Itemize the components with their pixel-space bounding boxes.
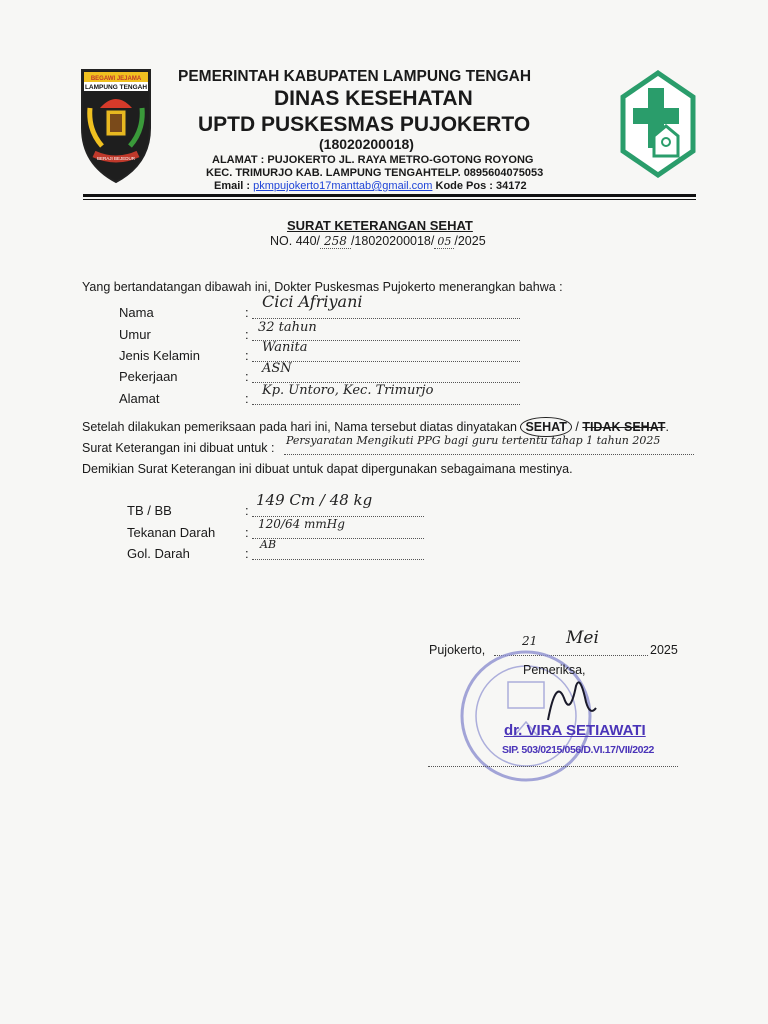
number-suffix: /2025 — [454, 234, 486, 248]
vital-colon: : — [245, 525, 249, 540]
field-colon: : — [245, 369, 249, 384]
intro-text: Yang bertandatangan dibawah ini, Dokter Puskesmas Pujokerto menerangkan bahwa : — [82, 280, 563, 294]
vital-value: 120/64 mmHg — [258, 517, 345, 531]
vital-dots — [252, 538, 424, 539]
vital-colon: : — [245, 546, 249, 561]
vital-dots — [252, 559, 424, 560]
signature-role: Pemeriksa, — [523, 663, 586, 677]
doctor-sip: SIP. 503/0215/056/D.VI.17/VII/2022 — [502, 744, 655, 756]
email-link[interactable]: pkmpujokerto17manttab@gmail.com — [253, 180, 433, 192]
closing-text: Demikian Surat Keterangan ini dibuat untuk dapat dipergunakan sebagaimana mestinya. — [82, 462, 573, 476]
field-colon: : — [245, 327, 249, 342]
puskesmas-emblem — [620, 70, 696, 178]
purpose-dots — [284, 454, 694, 455]
address-line-2: KEC. TRIMURJO KAB. LAMPUNG TENGAHTELP. 0895604075053 — [206, 167, 544, 179]
letter-title: SURAT KETERANGAN SEHAT — [287, 218, 473, 233]
field-dots — [252, 318, 520, 319]
purpose-value: Persyaratan Mengikuti PPG bagi guru tertentu tahap 1 tahun 2025 — [286, 434, 661, 447]
result-end: . — [665, 420, 669, 434]
result-sehat-circled: SEHAT — [520, 417, 571, 437]
handwritten-signature — [540, 668, 600, 728]
signature-place: Pujokerto, — [429, 643, 486, 657]
unit-code: (18020200018) — [319, 136, 414, 152]
email-line — [214, 180, 527, 192]
emblem-bottom-text: BERAJI BEJEDUR — [96, 156, 136, 161]
field-dots — [252, 404, 520, 405]
field-value: 32 tahun — [258, 320, 317, 335]
result-prefix: Setelah dilakukan pemeriksaan pada hari ini, Nama tersebut diatas dinyatakan — [82, 420, 521, 434]
result-tidak-sehat-struck: TIDAK SEHAT — [582, 420, 666, 434]
vital-value: AB — [260, 538, 277, 551]
number-handwritten-2: 05 — [434, 235, 454, 249]
address-line-1: ALAMAT : PUJOKERTO JL. RAYA METRO-GOTONG ROYONG — [212, 154, 534, 166]
header-divider-thick — [83, 194, 696, 197]
lampung-tengah-emblem — [80, 68, 152, 184]
field-colon: : — [245, 305, 249, 320]
vital-value: 149 Cm / 48 kg — [256, 491, 373, 509]
field-label: Umur — [119, 327, 151, 342]
field-value: Kp. Untoro, Kec. Trimurjo — [262, 383, 434, 398]
emblem-banner-text: LAMPUNG TENGAH — [84, 84, 148, 91]
number-prefix: NO. 440/ — [270, 234, 321, 248]
postal-code: Kode Pos : 34172 — [432, 180, 527, 192]
number-middle: /18020200018/ — [350, 234, 435, 248]
field-value: ASN — [262, 361, 292, 376]
number-handwritten-1: 258 — [320, 234, 351, 249]
field-value: Cici Afriyani — [262, 292, 363, 311]
vital-label: Tekanan Darah — [127, 525, 216, 540]
government-name: PEMERINTAH KABUPATEN LAMPUNG TENGAH — [178, 68, 532, 85]
vital-colon: : — [245, 503, 249, 518]
result-separator: / — [571, 420, 583, 434]
signature-year: 2025 — [650, 643, 678, 657]
field-value: Wanita — [262, 340, 308, 355]
field-label: Alamat — [119, 391, 160, 406]
header-divider-thin — [83, 199, 696, 200]
signature-month: Mei — [566, 628, 599, 648]
emblem-top-text: BEGAWI JEJAMA — [90, 76, 142, 82]
field-colon: : — [245, 348, 249, 363]
doctor-name: dr. VIRA SETIAWATI — [504, 722, 646, 739]
signature-day: 21 — [522, 634, 538, 648]
field-label: Jenis Kelamin — [119, 348, 200, 363]
field-label: Pekerjaan — [119, 369, 178, 384]
unit-name: UPTD PUSKESMAS PUJOKERTO — [198, 113, 531, 136]
purpose-label: Surat Keterangan ini dibuat untuk : — [82, 441, 275, 455]
field-dots — [252, 361, 520, 362]
field-label: Nama — [119, 305, 154, 320]
field-colon: : — [245, 391, 249, 406]
vital-label: Gol. Darah — [127, 546, 190, 561]
email-label: Email : — [214, 180, 254, 192]
signature-line-dots — [428, 766, 678, 767]
letter-number — [270, 234, 486, 249]
vital-label: TB / BB — [127, 503, 172, 518]
department-name: DINAS KESEHATAN — [274, 87, 473, 110]
result-line — [82, 420, 669, 434]
